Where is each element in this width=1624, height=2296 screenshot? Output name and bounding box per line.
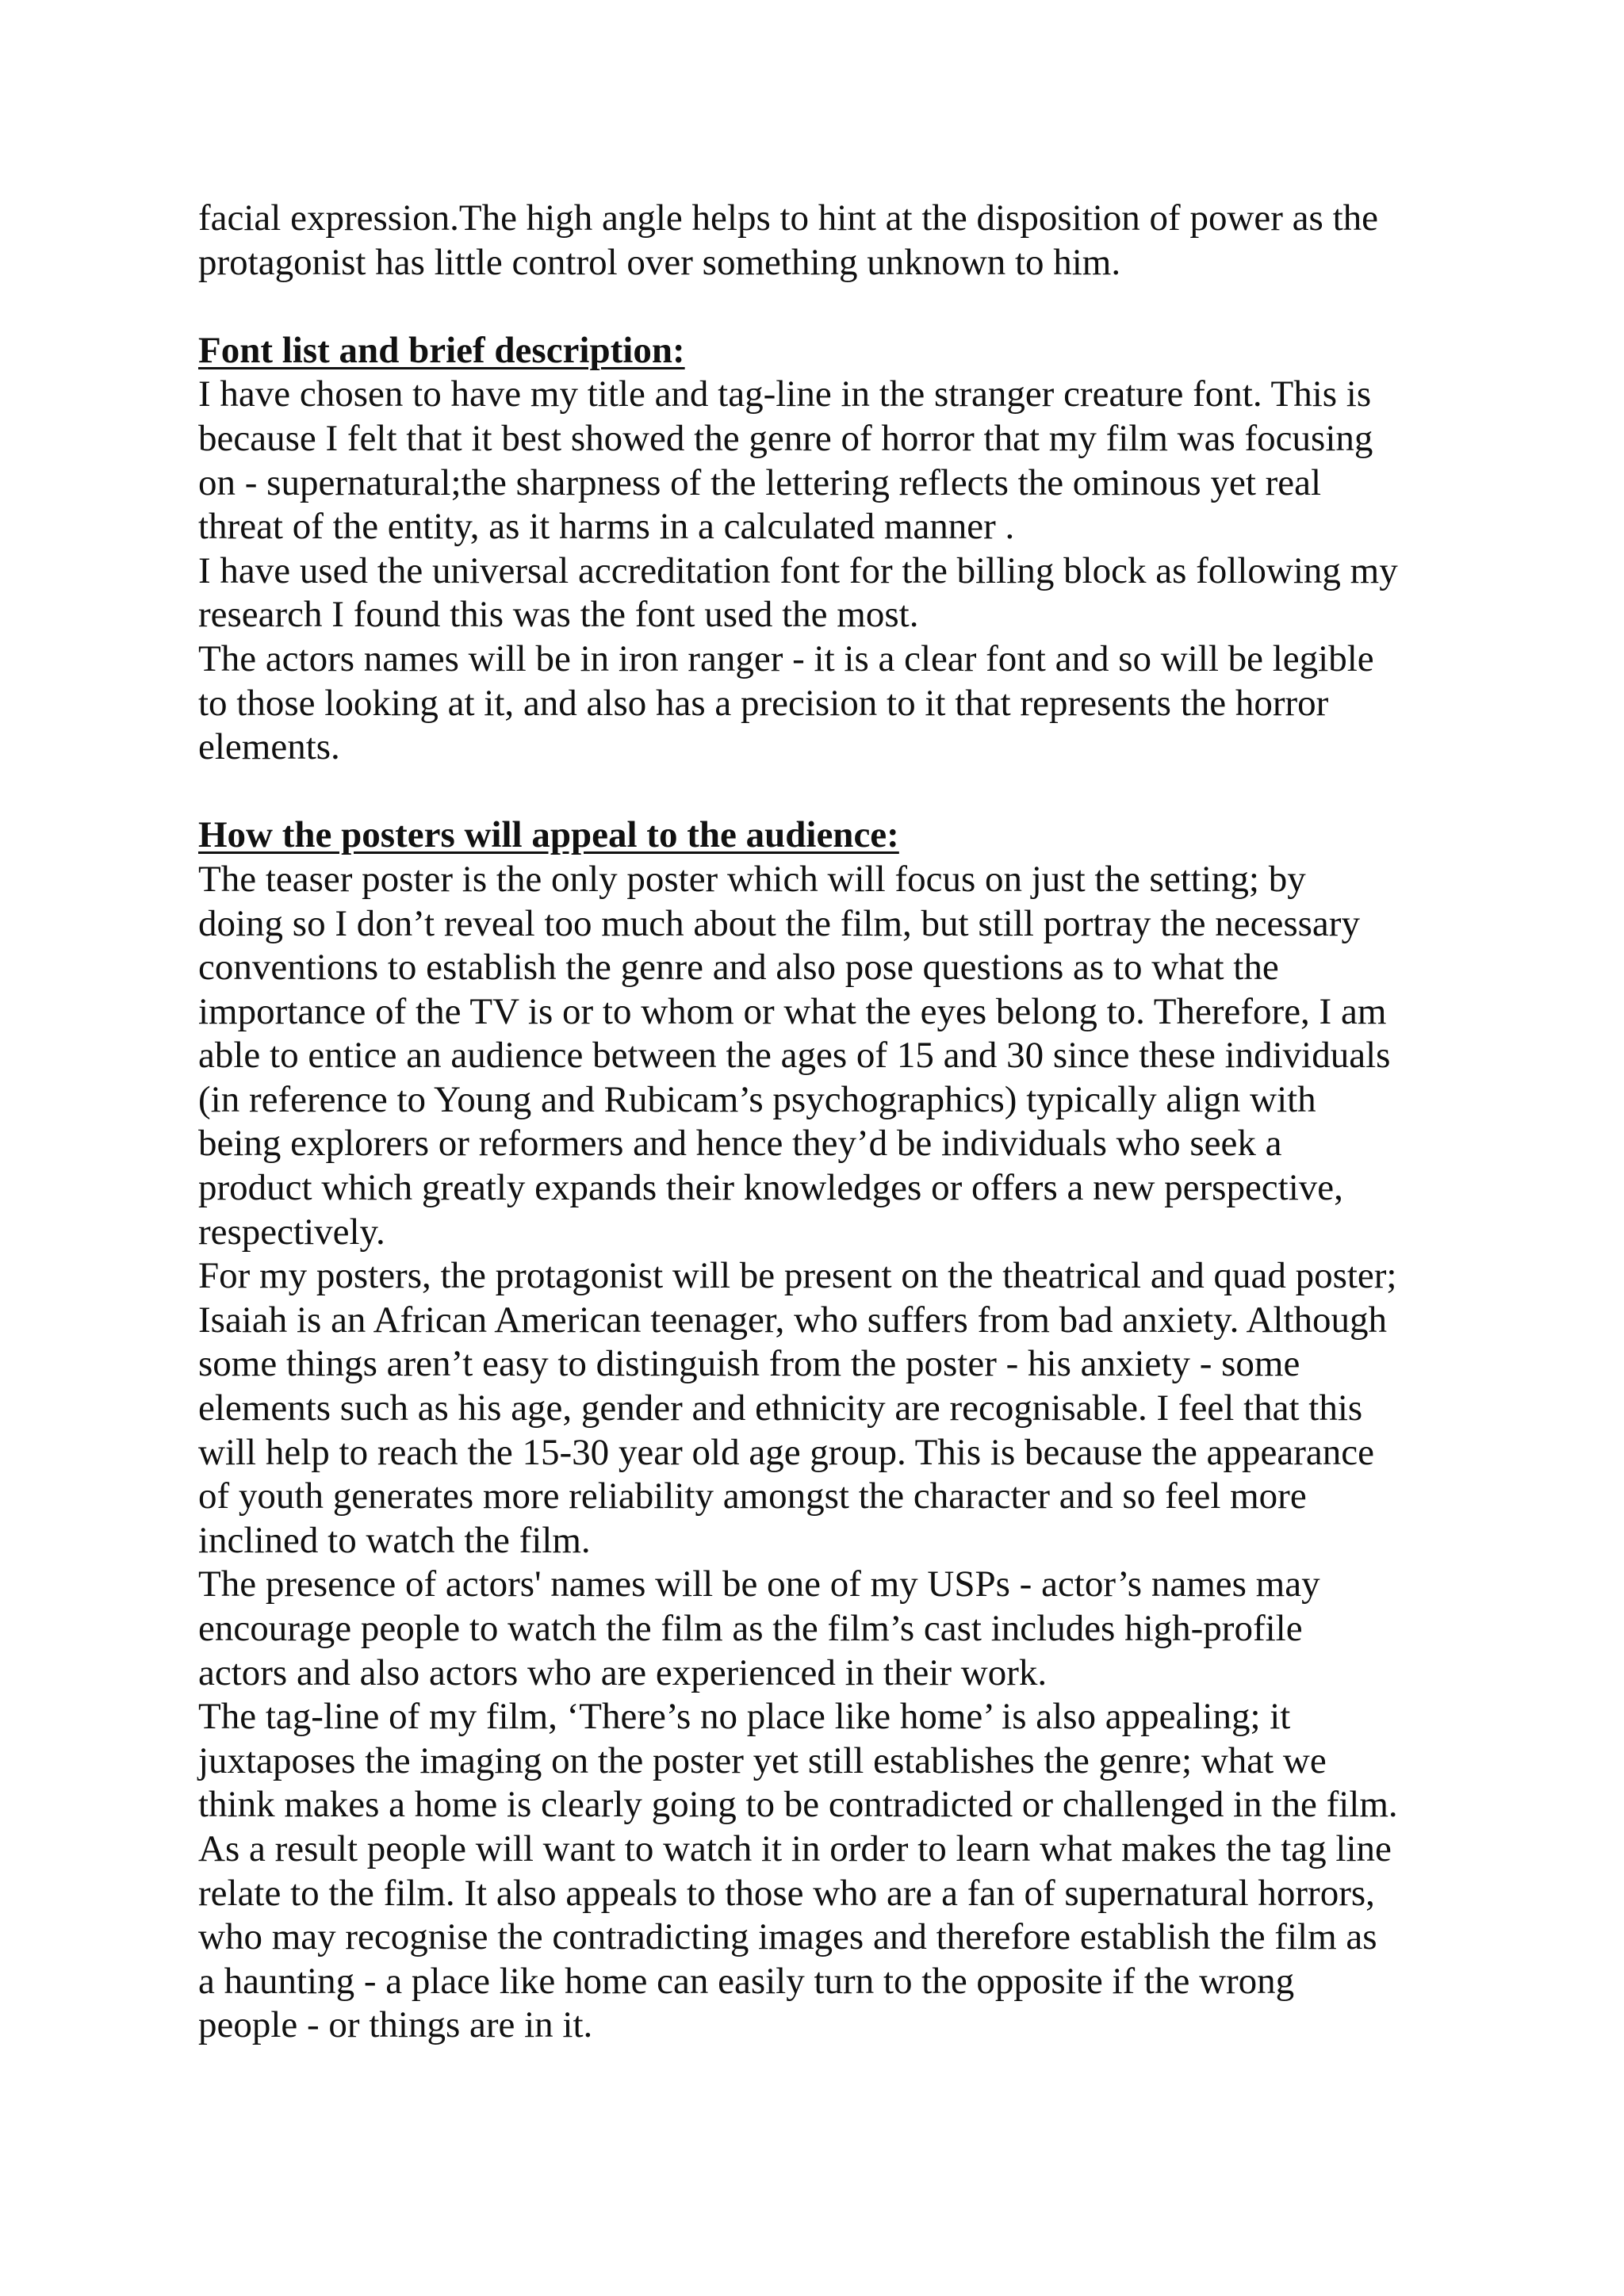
text-line: a haunting - a place like home can easily turn to the opposite if the wrong [198,1960,1295,2002]
text-line: juxtaposes the imaging on the poster yet still establishes the genre; what we [198,1739,1327,1781]
text-line: to those looking at it, and also has a precision to it that represents the horror [198,682,1329,724]
text-line: inclined to watch the film. [198,1519,591,1561]
text-line: conventions to establish the genre and also pose questions as to what the [198,947,1279,989]
text-line: threat of the entity, as it harms in a calculated manner . [198,506,1015,548]
text-line: relate to the film. It also appeals to those who are a fan of supernatural horrors, [198,1872,1375,1914]
text-line: Isaiah is an African American teenager, who suffers from bad anxiety. Although [198,1299,1388,1341]
text-line: importance of the TV is or to whom or what the eyes belong to. Therefore, I am [198,990,1387,1032]
appeal-paragraph-2 [198,1254,1451,1563]
document-body [198,197,1451,2048]
section-heading-font-list: Font list and brief description: [198,329,685,371]
text-line: people - or things are in it. [198,2004,593,2046]
text-line: because I felt that it best showed the genre of horror that my film was focusing [198,417,1373,459]
text-line: being explorers or reformers and hence they’d be individuals who seek a [198,1123,1282,1165]
text-line: think makes a home is clearly going to be contradicted or challenged in the film. [198,1784,1398,1826]
text-line: (in reference to Young and Rubicam’s psychographics) typically align with [198,1078,1316,1120]
text-line: of youth generates more reliability amongst the character and so feel more [198,1475,1307,1517]
text-line: respectively. [198,1211,385,1253]
text-line: some things aren’t easy to distinguish from the poster - his anxiety - some [198,1343,1300,1385]
text-line: elements such as his age, gender and ethnicity are recognisable. I feel that this [198,1387,1363,1429]
paragraph-spacer [198,770,1451,814]
text-line: product which greatly expands their knowledges or offers a new perspective, [198,1167,1343,1209]
text-line: The tag-line of my film, ‘There’s no place like home’ is also appealing; it [198,1696,1291,1738]
intro-paragraph [198,197,1451,285]
appeal-paragraph-1 [198,858,1451,1254]
text-line: The presence of actors' names will be one of my USPs - actor’s names may [198,1563,1320,1605]
text-line: For my posters, the protagonist will be present on the theatrical and quad poster; [198,1255,1397,1297]
appeal-paragraph-3 [198,1563,1451,1695]
text-line: The actors names will be in iron ranger - it is a clear font and so will be legible [198,637,1374,679]
text-line: encourage people to watch the film as the film’s cast includes high-profile [198,1608,1303,1649]
text-line: doing so I don’t reveal too much about the film, but still portray the necessary [198,902,1360,944]
font-list-paragraph-3 [198,637,1451,770]
text-line: facial expression.The high angle helps to hint at the disposition of power as the [198,197,1378,239]
text-line: protagonist has little control over something unknown to him. [198,241,1121,283]
paragraph-spacer [198,285,1451,329]
appeal-paragraph-4 [198,1695,1451,2048]
font-list-paragraph-2 [198,549,1451,637]
section-heading-audience-appeal: How the posters will appeal to the audience: [198,814,899,856]
text-line: research I found this was the font used the most. [198,594,919,636]
text-line: I have chosen to have my title and tag-line in the stranger creature font. This is [198,373,1372,415]
text-line: As a result people will want to watch it in order to learn what makes the tag line [198,1827,1392,1869]
text-line: I have used the universal accreditation font for the billing block as following my [198,549,1398,591]
text-line: will help to reach the 15-30 year old age group. This is because the appearance [198,1431,1374,1473]
text-line: on - supernatural;the sharpness of the lettering reflects the ominous yet real [198,461,1322,503]
font-list-paragraph-1 [198,373,1451,549]
text-line: actors and also actors who are experienced in their work. [198,1651,1048,1693]
text-line: able to entice an audience between the ages of 15 and 30 since these individuals [198,1035,1391,1077]
text-line: elements. [198,726,340,768]
text-line: who may recognise the contradicting images and therefore establish the film as [198,1916,1377,1958]
text-line: The teaser poster is the only poster which will focus on just the setting; by [198,858,1306,900]
